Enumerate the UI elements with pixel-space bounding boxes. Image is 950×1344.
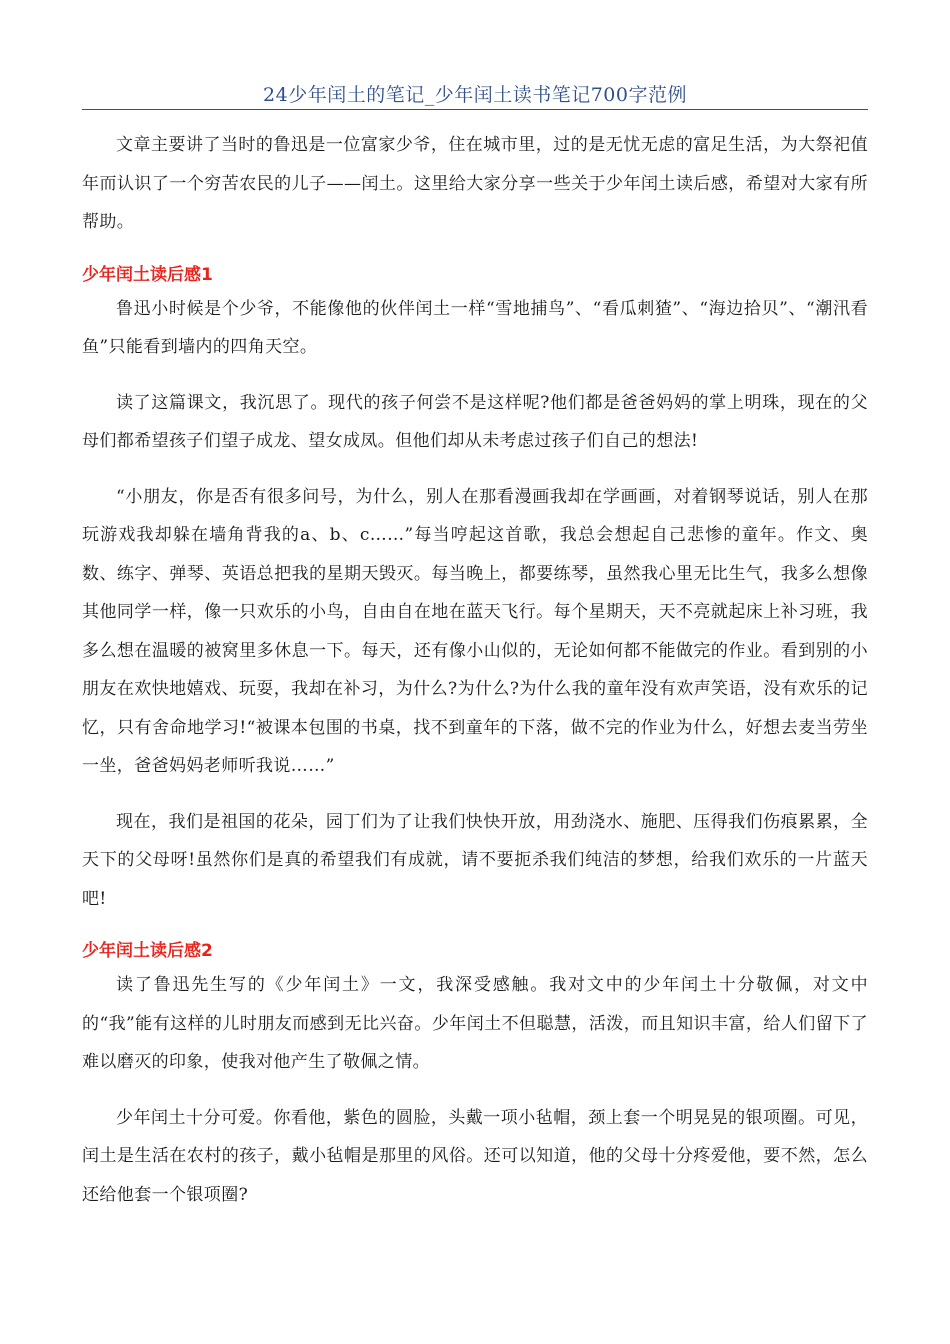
section-1-paragraph: 现在，我们是祖国的花朵，园丁们为了让我们快快开放，用劲浇水、施肥、压得我们伤痕累累，全天下的父母呀!虽然你们是真的希望我们有成就，请不要扼杀我们纯洁的梦想，给我们欢乐的一片蓝天吧! [82, 811, 868, 909]
document-body [82, 126, 868, 1231]
section-1-paragraph: 鲁迅小时候是个少爷，不能像他的伙伴闰土一样“雪地捕鸟”、“看瓜刺猹”、“海边拾贝”、“潮汛看鱼”只能看到墙内的四角天空。 [82, 298, 869, 357]
intro-paragraph: 文章主要讲了当时的鲁迅是一位富家少爷，住在城市里，过的是无忧无虑的富足生活，为大祭祀值年而认识了一个穷苦农民的儿子——闰土。这里给大家分享一些关于少年闰土读后感，希望对大家有所帮助。 [82, 135, 868, 232]
section-2-paragraph: 少年闰土十分可爱。你看他，紫色的圆脸，头戴一项小毡帽，颈上套一个明晃晃的银项圈。可见，闰土是生活在农村的孩子，戴小毡帽是那里的风俗。还可以知道，他的父母十分疼爱他，要不然，怎么还给他套一个银项圈? [82, 1107, 868, 1205]
section-2-paragraph: 读了鲁迅先生写的《少年闰土》一文，我深受感触。我对文中的少年闰土十分敬佩，对文中的“我”能有这样的儿时朋友而感到无比兴奋。少年闰土不但聪慧，活泼，而且知识丰富，给人们留下了难以磨灭的印象，使我对他产生了敬佩之情。 [82, 975, 868, 1072]
section-1-paragraph: 读了这篇课文，我沉思了。现代的孩子何尝不是这样呢?他们都是爸爸妈妈的掌上明珠，现在的父母们都希望孩子们望子成龙、望女成凤。但他们却从未考虑过孩子们自己的想法! [82, 392, 868, 451]
section-2-heading: 少年闰土读后感2 [82, 941, 213, 961]
header-divider [82, 109, 868, 110]
page-header-title: 24少年闰土的笔记_少年闰土读书笔记700字范例 [263, 84, 687, 106]
section-1-paragraph: “小朋友，你是否有很多问号，为什么，别人在那看漫画我却在学画画，对着钢琴说话，别人在那玩游戏我却躲在墙角背我的a、b、c……”每当哼起这首歌，我总会想起自己悲惨的童年。作文、奥数、练字、弹琴、英语总把我的星期天毁灭。每当晚上，都要练琴，虽然我心里无比生气，我多么想像其他同学一样，像一只欢乐的小鸟，自由自在地在蓝天飞行。每个星期天，天不亮就起床上补习班，我多么想在温暖的被窝里多休息一下。每天，还有像小山似的，无论如何都不能做完的作业。看到别的小朋友在欢快地嬉戏、玩耍，我却在补习，为什么?为什么?为什么我的童年没有欢声笑语，没有欢乐的记忆，只有舍命地学习!“被课本包围的书桌，找不到童年的下落，做不完的作业为什么，好想去麦当劳坐一坐，爸爸妈妈老师听我说……” [82, 486, 868, 776]
section-1-heading: 少年闰土读后感1 [82, 264, 213, 285]
